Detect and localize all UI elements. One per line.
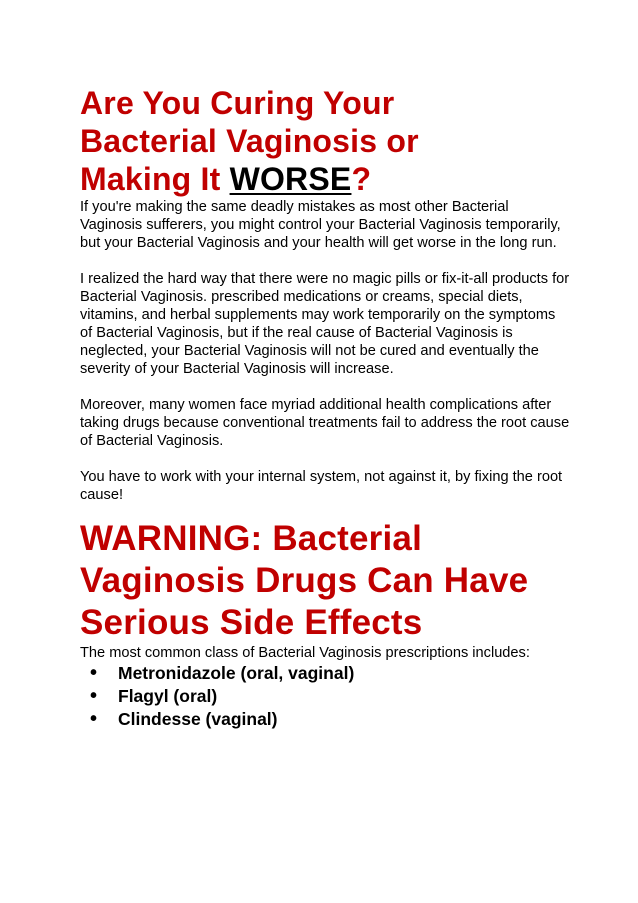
- paragraph-gap: [80, 252, 570, 270]
- headline-line-3-suffix: ?: [351, 161, 372, 197]
- headline-line-1: Are You Curing Your: [80, 85, 395, 121]
- paragraph-gap: [80, 450, 570, 468]
- bullet-icon: •: [90, 708, 98, 730]
- headline-line-2: Bacterial Vaginosis or: [80, 123, 419, 159]
- headline-line-3-prefix: Making It: [80, 161, 230, 197]
- warning-line-1: WARNING: Bacterial: [80, 519, 422, 558]
- paragraph-root-cause: You have to work with your internal system, not against it, by fixing the root cause!: [80, 469, 563, 503]
- prescription-metronidazole: Metronidazole (oral, vaginal): [118, 663, 355, 683]
- paragraph-realized: I realized the hard way that there were no magic pills or fix-it-all products for Bacterial Vaginosis. prescribed medications or creams, special diets, vitamins, and herbal supplements may work temporarily on the symptoms of Bacterial Vaginosis, but if the real cause of Bacterial Vaginosis is neglected, your Bacterial Vaginosis will not be cured and eventually the severity of your Bacterial Vaginosis will increase.: [80, 271, 570, 377]
- paragraph-intro: If you're making the same deadly mistakes as most other Bacterial Vaginosis sufferers, you might control your Bacterial Vaginosis temporarily, but your Bacterial Vaginosis and your health will get worse in the long run.: [80, 199, 561, 251]
- list-item: [90, 708, 570, 731]
- warning-headline: [80, 518, 570, 644]
- warning-line-3: Serious Side Effects: [80, 603, 423, 642]
- main-headline: [80, 84, 570, 198]
- document-page: [80, 84, 570, 731]
- paragraph-moreover: Moreover, many women face myriad additional health complications after taking drugs because conventional treatments fail to address the root cause of Bacterial Vaginosis.: [80, 397, 570, 449]
- bullet-icon: •: [90, 685, 98, 707]
- list-item: [90, 685, 570, 708]
- prescription-flagyl: Flagyl (oral): [118, 686, 218, 706]
- list-item: [90, 662, 570, 685]
- bullet-icon: •: [90, 662, 98, 684]
- warning-intro: The most common class of Bacterial Vaginosis prescriptions includes:: [80, 645, 530, 661]
- paragraph-gap: [80, 378, 570, 396]
- prescription-clindesse: Clindesse (vaginal): [118, 709, 278, 729]
- prescription-list: [80, 662, 570, 731]
- warning-line-2: Vaginosis Drugs Can Have: [80, 561, 529, 600]
- headline-emphasis-worse: WORSE: [229, 161, 352, 197]
